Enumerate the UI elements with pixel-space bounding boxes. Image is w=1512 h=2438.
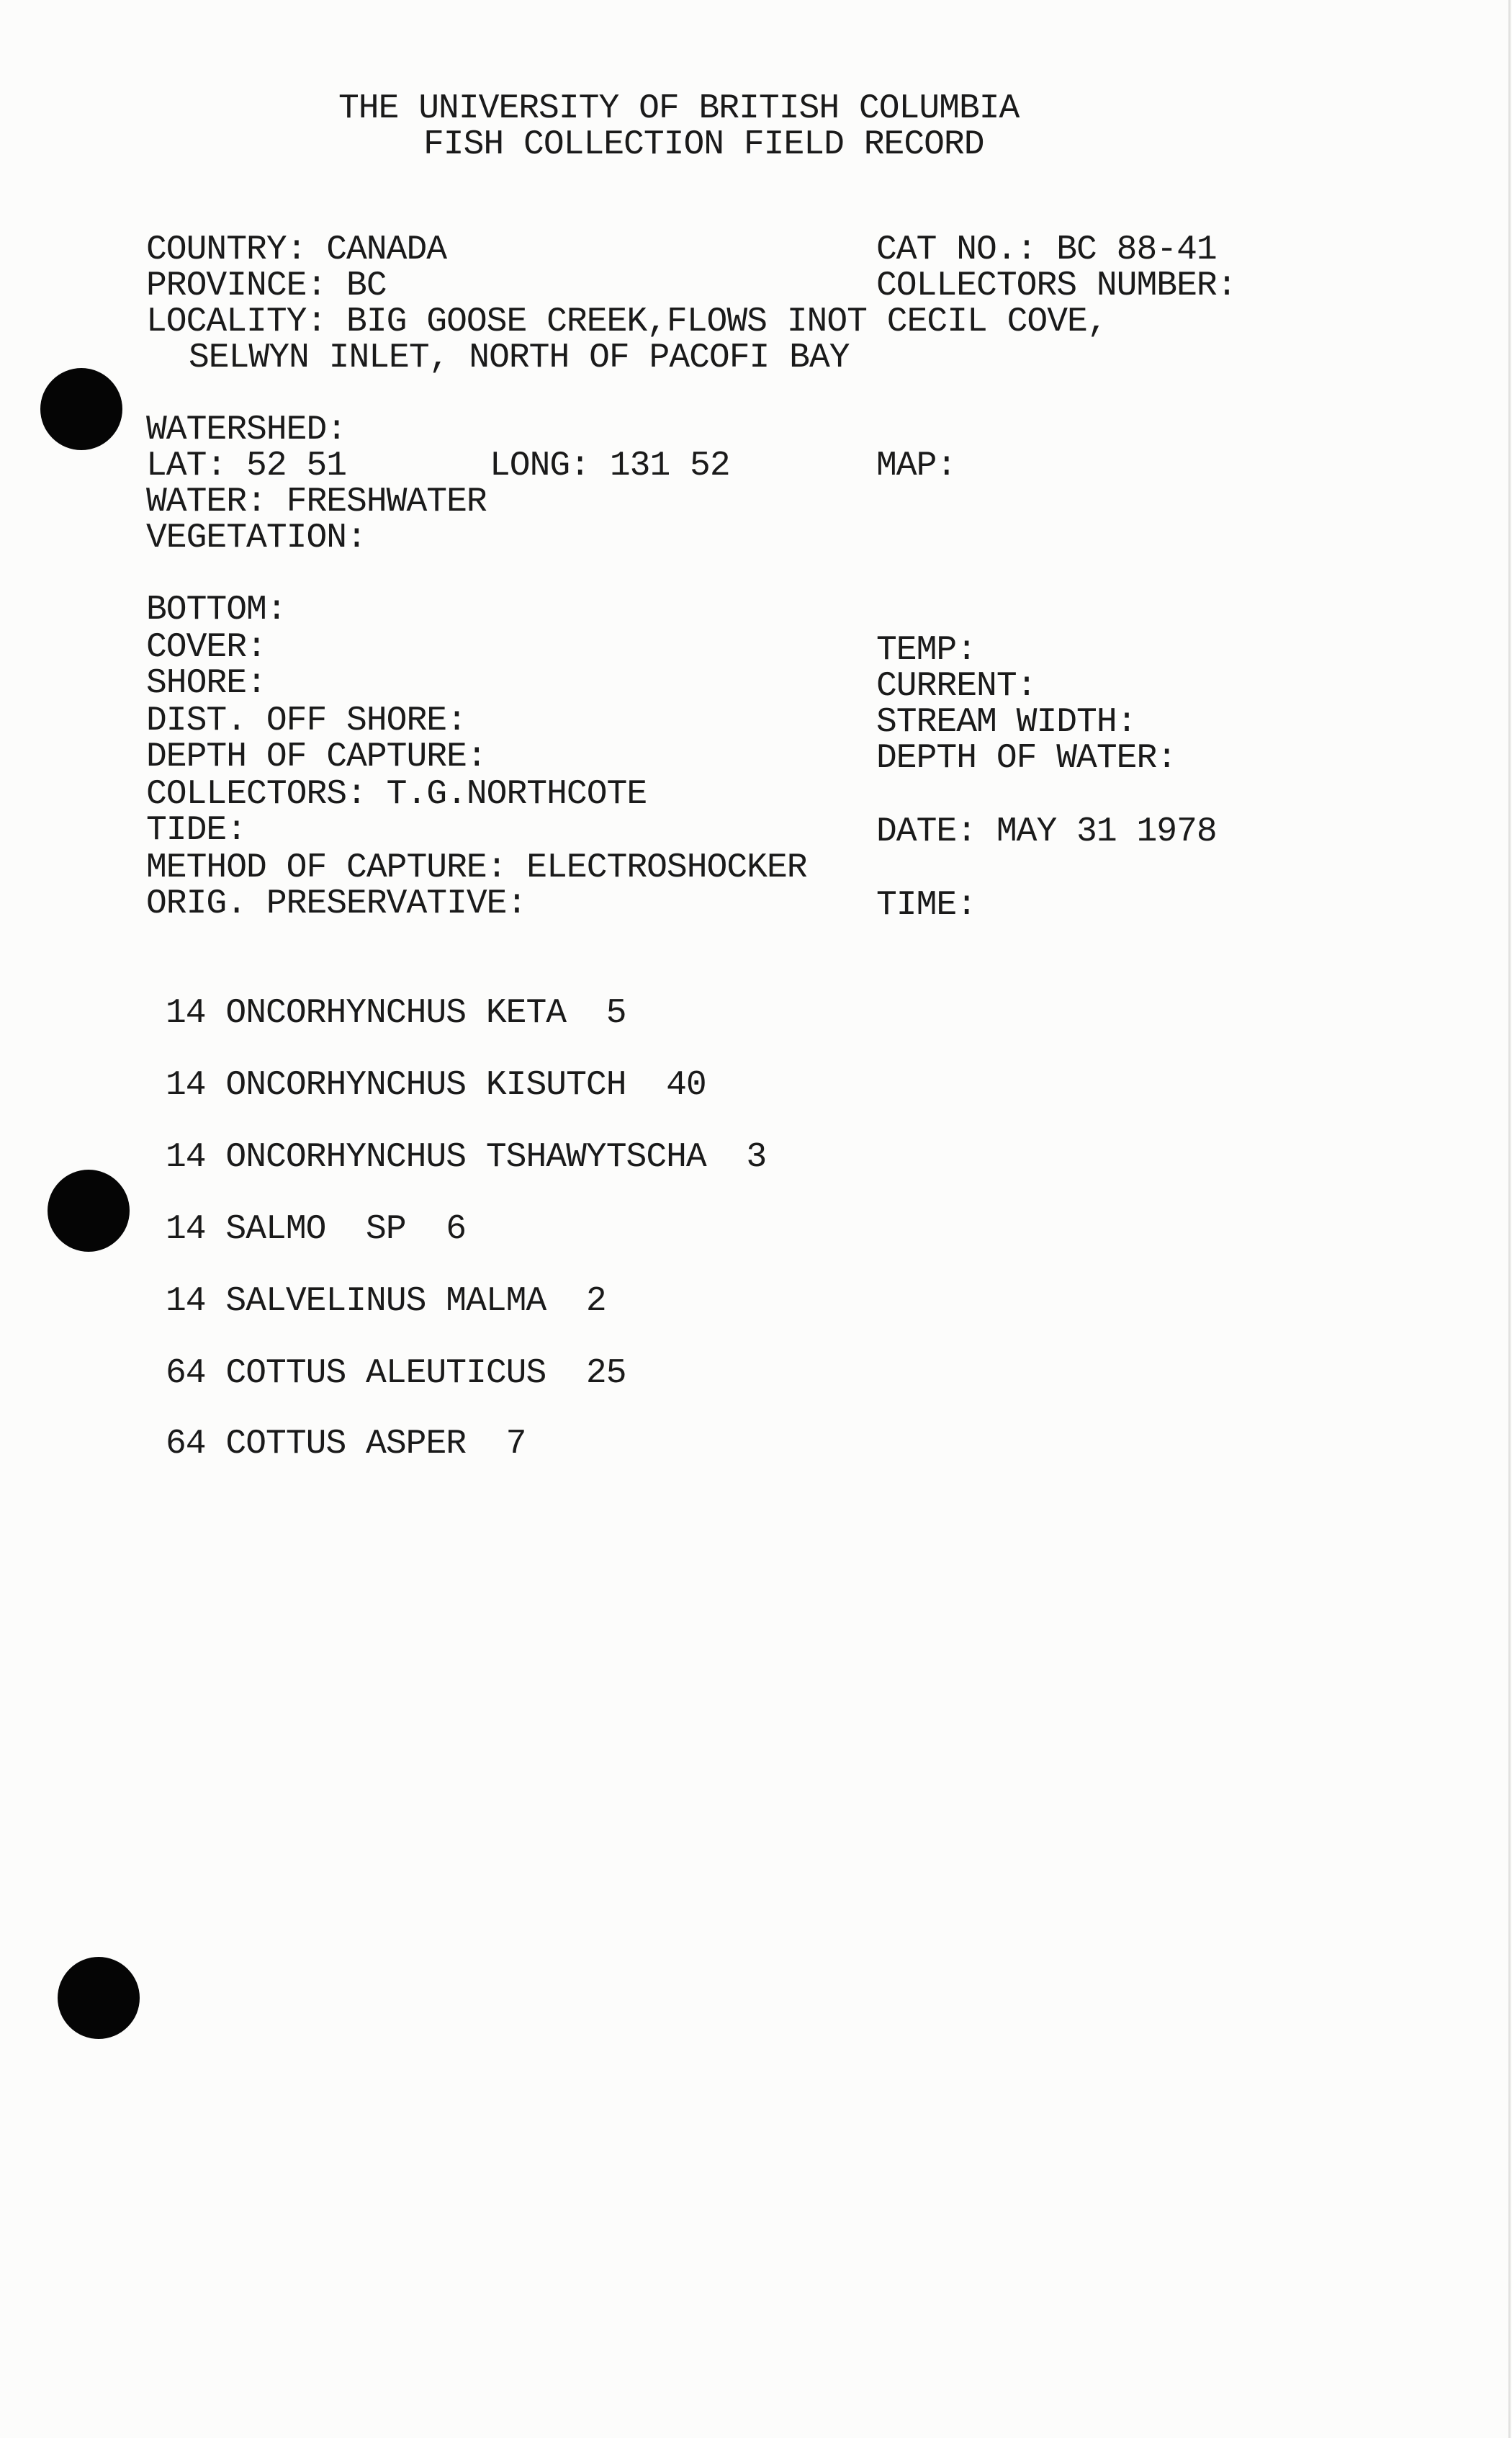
species-entry: 14 SALVELINUS MALMA 2 <box>166 1282 606 1321</box>
field-shore: SHORE: <box>146 664 266 703</box>
field-date: DATE: MAY 31 1978 <box>876 812 1217 851</box>
punch-hole-middle <box>48 1170 130 1252</box>
field-tide: TIDE: <box>146 811 247 850</box>
field-current: CURRENT: <box>876 667 1037 706</box>
field-method-of-capture: METHOD OF CAPTURE: ELECTROSHOCKER <box>146 848 807 887</box>
field-locality: LOCALITY: BIG GOOSE CREEK,FLOWS INOT CECIL COVE, <box>146 302 1107 341</box>
field-dist-off-shore: DIST. OFF SHORE: <box>146 702 467 740</box>
species-entry: 14 ONCORHYNCHUS KISUTCH 40 <box>166 1066 706 1105</box>
header-university: THE UNIVERSITY OF BRITISH COLUMBIA <box>338 89 1020 128</box>
field-water: WATER: FRESHWATER <box>146 483 487 521</box>
field-lat: LAT: 52 51 <box>146 447 347 485</box>
field-time: TIME: <box>876 886 977 925</box>
field-cover: COVER: <box>146 628 266 667</box>
field-bottom: BOTTOM: <box>146 591 287 629</box>
field-depth-of-water: DEPTH OF WATER: <box>876 739 1177 778</box>
field-locality-continued: SELWYN INLET, NORTH OF PACOFI BAY <box>189 339 850 377</box>
species-entry: 64 COTTUS ASPER 7 <box>166 1425 526 1464</box>
header-record-title: FISH COLLECTION FIELD RECORD <box>423 125 984 164</box>
field-depth-of-capture: DEPTH OF CAPTURE: <box>146 738 487 776</box>
field-province: PROVINCE: BC <box>146 266 387 305</box>
punch-hole-top <box>40 368 122 450</box>
field-vegetation: VEGETATION: <box>146 519 366 557</box>
species-entry: 64 COTTUS ALEUTICUS 25 <box>166 1354 626 1393</box>
punch-hole-bottom <box>58 1957 140 2039</box>
field-map: MAP: <box>876 447 957 485</box>
field-temp: TEMP: <box>876 631 977 670</box>
paper-edge <box>1508 0 1511 2438</box>
field-cat-no: CAT NO.: BC 88-41 <box>876 230 1217 269</box>
field-country: COUNTRY: CANADA <box>146 230 447 269</box>
species-entry: 14 ONCORHYNCHUS KETA 5 <box>166 994 626 1033</box>
field-orig-preservative: ORIG. PRESERVATIVE: <box>146 884 527 923</box>
field-stream-width: STREAM WIDTH: <box>876 703 1137 742</box>
field-watershed: WATERSHED: <box>146 411 347 449</box>
species-entry: 14 SALMO SP 6 <box>166 1210 467 1249</box>
species-entry: 14 ONCORHYNCHUS TSHAWYTSCHA 3 <box>166 1138 767 1177</box>
field-long: LONG: 131 52 <box>490 447 730 485</box>
field-collectors: COLLECTORS: T.G.NORTHCOTE <box>146 775 647 814</box>
field-collectors-number: COLLECTORS NUMBER: <box>876 266 1237 305</box>
